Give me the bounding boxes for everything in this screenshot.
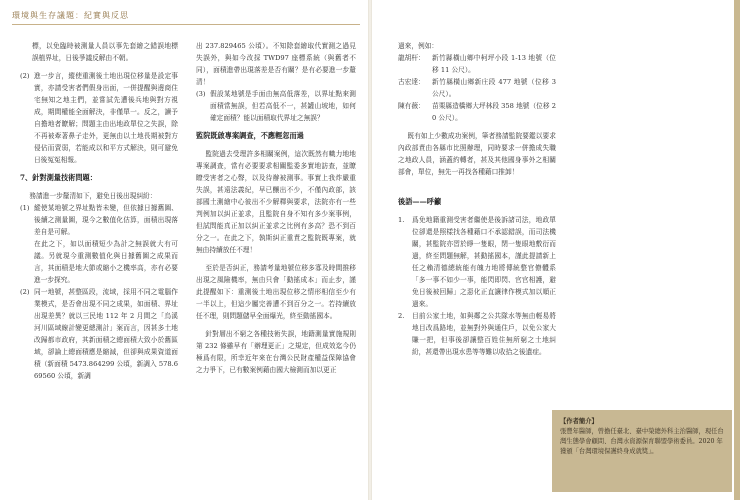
- example-item: [398, 52, 556, 76]
- example-text: 新竹縣橫山鄉中柯坪小段 1-13 地號（位移 11 公尺）。: [432, 54, 556, 74]
- paragraph: 出 237.829465 公頃）。不知除套繪取代實測之過見失誤外，與如今改採 TWD97 座標系統（與舊者不同），面積進帶出現落差是否有關？是有必要進一步釐清！: [196, 42, 356, 86]
- header-separator: ：: [75, 11, 84, 20]
- header-rule: [12, 24, 360, 25]
- item-number: (2): [20, 288, 30, 296]
- example-item: [398, 100, 556, 124]
- example-label: 龍胡杆：: [398, 54, 425, 62]
- list-item: [398, 214, 556, 310]
- example-text: 新竹縣橫山鄉新庄段 477 地號（位移 3 公尺）。: [432, 78, 556, 98]
- list-item: [398, 310, 556, 358]
- item-number: (3): [196, 90, 206, 98]
- paragraph: 針對層出不窮之各種技術失誤，地籍測量實施規則第 232 條雖早有「辦理更正」之規定，但成效迄今仍極爲有限，所幸近年來在台灣公民財產權益保障協會之力爭下，已有數案例藉由國大檢測而加以更正: [196, 330, 356, 374]
- list-item: [20, 202, 178, 238]
- section-heading: 後語——呼籲: [398, 197, 442, 206]
- item-text: 縱使某地號之界址點皆未變，但依據日據舊圖、後續之測量圖，現今之數值化估算，面積出現落差自是可解。: [34, 204, 178, 236]
- item-number: (1): [20, 204, 30, 212]
- paragraph: 標，以免臨時被測量人員以事先套繪之錯誤地標誤植界址，日後爭議反解由不朝。: [32, 42, 178, 62]
- page-edge-accent: [734, 0, 740, 500]
- list-item: [20, 70, 178, 166]
- section-title: 紀實與反思: [84, 11, 129, 20]
- left-page: [0, 0, 368, 500]
- left-column-1: [20, 40, 178, 382]
- author-bio-box: [552, 410, 732, 492]
- author-bio-text: 張豐年醫師，曾擔任臺北、臺中榮總外科主治醫師，現任台灣生態學會顧問、台灣水資源保育聯盟學術委員。2020 年獲頒「台灣環境保護終身成就獎」。: [560, 428, 724, 455]
- left-column-2: [196, 40, 356, 376]
- example-text: 苗栗縣造橋鄉大坪林段 358 地號（位移 20 公尺）。: [432, 102, 556, 122]
- item-text: 進一步言，縱使重測後土地出現位移量是設定事實，亦請受害者們假身出面，一併提醒與邊商住宅無知之地主們，並嘗試先遭後兵地與對方視成，期間權能全面解決，非僅單一。反之，讀予自擔地者瞭解；問題主由出地政單位之失誤，除不再被牽著鼻子走外，更無由以土地長期被對方侵佔而賣弱，若能成以和平方式解決，則可避免日後冤冤相報。: [34, 72, 178, 164]
- author-bio-title: 【作者簡介】: [560, 418, 598, 425]
- list-item: [20, 286, 178, 382]
- example-item: [398, 76, 556, 100]
- list-item: [196, 88, 356, 124]
- paragraph: 監院過去受理許多相關案例，這次既然有幟力地地專案調查，當有必要要求相關監委多實地訪查，並瞭瞭受害者之心聲，以及待辦被測事。事實上我炸嚴重失誤，甚遠法義紀，早已釀出不少，不僅內政部，該部國土測繪中心彼出不少解釋與要求，法院亦有一些判例加以糾正並求，且監院自身不知有多少案事例，但試問能真正加以糾正並求之比例有多高？恐不到百分之一。在此之下，執斯糾正重責之監院既專案，就無由持續放任不理！: [196, 150, 356, 254]
- item-number: 2.: [398, 312, 405, 320]
- item-text: 假設某地號是手面由無高低落差，以界址點來測面積當無誤，但若高低不一，甚罐山坡地，如何確定面積？能以面積取代界址之無誤？: [210, 90, 356, 122]
- item-number: 1.: [398, 216, 405, 224]
- item-number: (2): [20, 72, 30, 80]
- paragraph: 既有如上少數成功案例，筆者務請監院要鑑以要求內政部責由各縣市比照辦理，同時要求一併擔成失職之地政人員，涵蓋約轉者，甚及其他國身事外之相關部會，單位，無先一再找各種藉口推卸！: [398, 132, 556, 176]
- paragraph: 在此之下，如以面積短少為計之無誤就大有可議。另就現今重測數值化與日據舊圖之成果而言，其面積是地大節或縮小之機率高，亦有必要進一步探究。: [34, 240, 178, 284]
- paragraph: 務請進一步釐清如下，避免日後出現糾紛：: [29, 192, 157, 200]
- section-heading: 7、針對測量技術問題：: [20, 173, 97, 182]
- running-head: [12, 10, 129, 21]
- example-label: 陳有薇：: [398, 102, 425, 110]
- item-text: 同一地號，甚整區段，流域，採用不同之電腦作業模式，是否會出現不同之成果，如面積、界址出現差異？就以三民地 112 年 2 月間之「烏溪河川區域線計變更總測計」案而言，因甚多土地改歸都市政府，其新面積之總面積大致小於舊區域，卻論上總面積應是縮減，但卻與成果資道面積（新面積 5473.864299 公頃，新調入 578.669560 公頃，新調: [34, 288, 178, 380]
- item-text: 爲免地籍重測受害者繼使是後訴諸司法，地政單位卻還是照樣找各種藉口不承認錯誤，而司法機關，甚監院亦習於睜一隻眼，閉一隻眼地敷衍而過，終至問題無解，甚動搖國本，謹此提請新上任之賴清德總統能有魄力地將傳統整官僚體系「多一事不如少一事，能閃即閃、官官相護，避免日後被回歸」之惡化正直讓律作模式加以順正過來。: [412, 216, 556, 308]
- right-column-1: [398, 40, 556, 358]
- example-label: 古宏達：: [398, 78, 425, 86]
- paragraph: 至於是否糾正，務請考量地號位移多寡及時間推移出現之風險機率，無由只會「動搖成本」而止步，謹此提醒如下：重測後土地出現位移之情形相信至少有一半以上，但這少屬完善遭不到百分之一。若持續放任不理，則問題儲早全面爆光，終至動搖國本。: [196, 264, 356, 320]
- paragraph: 過來，例如：: [398, 42, 439, 50]
- section-heading: 監院既啟專案調查，不應輕忽而過: [196, 131, 304, 140]
- item-text: 目前公家土地，如與鄰之公共隊水等無由輕易將地目改爲路地，並無對外與通住戶，以免公家大賺一把，但事後卻讓整百姓住無所窮之土地糾紛，甚還帶出現水患等等難以收拾之後遺症。: [412, 312, 556, 356]
- series-title: 環境與生存議題: [12, 11, 75, 20]
